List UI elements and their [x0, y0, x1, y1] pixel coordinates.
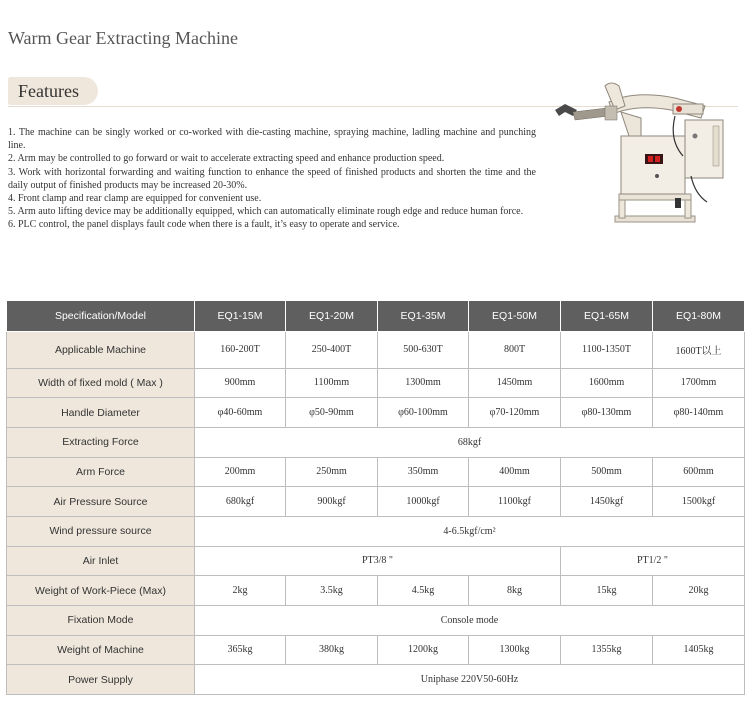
table-row — [7, 457, 745, 487]
table-cell: φ60-100mm — [378, 398, 469, 428]
table-cell: 8kg — [469, 576, 561, 606]
features-heading: Features — [8, 77, 98, 105]
machine-photo — [545, 76, 745, 251]
header-cell: EQ1-20M — [286, 301, 378, 332]
table-cell: 600mm — [653, 457, 745, 487]
row-label: Width of fixed mold ( Max ) — [7, 368, 195, 398]
table-cell: 4-6.5kgf/cm² — [195, 516, 745, 546]
row-label: Extracting Force — [7, 427, 195, 457]
table-row — [7, 487, 745, 517]
feature-item: 5. Arm auto lifting device may be additionally equipped, which can automatically eliminate rough edge and reduce human force. — [8, 206, 524, 218]
table-cell: 1100kgf — [469, 487, 561, 517]
table-cell: 68kgf — [195, 427, 745, 457]
feature-item: 6. PLC control, the panel displays fault code when there is a fault, it’s easy to operate and service. — [8, 219, 400, 231]
table-cell: 1405kg — [653, 635, 745, 665]
table-cell: 4.5kg — [378, 576, 469, 606]
table-cell: φ40-60mm — [195, 398, 286, 428]
header-row — [7, 301, 745, 332]
table-cell: 1600mm — [561, 368, 653, 398]
table-cell: φ80-130mm — [561, 398, 653, 428]
table-cell: 3.5kg — [286, 576, 378, 606]
table-cell: φ70-120mm — [469, 398, 561, 428]
table-cell: Console mode — [195, 605, 745, 635]
table-row — [7, 332, 745, 369]
row-label: Air Inlet — [7, 546, 195, 576]
row-label: Applicable Machine — [7, 332, 195, 369]
table-cell: 500mm — [561, 457, 653, 487]
table-cell: 1450kgf — [561, 487, 653, 517]
table-cell: 380kg — [286, 635, 378, 665]
table-cell: 900mm — [195, 368, 286, 398]
table-cell: 1700mm — [653, 368, 745, 398]
table-cell: 2kg — [195, 576, 286, 606]
row-label: Weight of Work-Piece (Max) — [7, 576, 195, 606]
table-cell: 1000kgf — [378, 487, 469, 517]
header-cell: EQ1-65M — [561, 301, 653, 332]
table-cell: 900kgf — [286, 487, 378, 517]
spec-table — [6, 300, 745, 695]
table-cell: 1500kgf — [653, 487, 745, 517]
row-label: Power Supply — [7, 665, 195, 695]
table-cell: 1450mm — [469, 368, 561, 398]
feature-item: 1. The machine can be singly worked or co-worked with die-casting machine, spraying machine, ladling machine and punching line. — [8, 127, 536, 152]
table-row — [7, 546, 745, 576]
table-cell: 1600T以上 — [653, 332, 745, 369]
feature-item: 4. Front clamp and rear clamp are equipped for convenient use. — [8, 193, 262, 205]
table-cell: 400mm — [469, 457, 561, 487]
row-label: Weight of Machine — [7, 635, 195, 665]
table-cell: Uniphase 220V50-60Hz — [195, 665, 745, 695]
table-cell: PT3/8 " — [195, 546, 561, 576]
feature-item: 3. Work with horizontal forwarding and waiting function to enhance the speed of finished products and shorten the time and the daily output of finished products may be increased 20-30%. — [8, 166, 536, 191]
table-cell: 500-630T — [378, 332, 469, 369]
table-cell: 160-200T — [195, 332, 286, 369]
table-cell: 1100-1350T — [561, 332, 653, 369]
table-cell: 1300mm — [378, 368, 469, 398]
page-title: Warm Gear Extracting Machine — [8, 28, 238, 48]
table-cell: φ50-90mm — [286, 398, 378, 428]
header-cell: Specification/Model — [7, 301, 195, 332]
row-label: Wind pressure source — [7, 516, 195, 546]
header-cell: EQ1-15M — [195, 301, 286, 332]
table-row — [7, 665, 745, 695]
table-cell: 250mm — [286, 457, 378, 487]
table-cell: 200mm — [195, 457, 286, 487]
row-label: Arm Force — [7, 457, 195, 487]
table-cell: 1355kg — [561, 635, 653, 665]
table-cell: φ80-140mm — [653, 398, 745, 428]
table-cell: 800T — [469, 332, 561, 369]
features-list — [8, 126, 536, 232]
row-label: Handle Diameter — [7, 398, 195, 428]
table-cell: 1300kg — [469, 635, 561, 665]
table-cell: 680kgf — [195, 487, 286, 517]
table-cell: 250-400T — [286, 332, 378, 369]
header-cell: EQ1-50M — [469, 301, 561, 332]
row-label: Air Pressure Source — [7, 487, 195, 517]
row-label: Fixation Mode — [7, 605, 195, 635]
header-cell: EQ1-80M — [653, 301, 745, 332]
table-cell: 1200kg — [378, 635, 469, 665]
table-row — [7, 398, 745, 428]
table-row — [7, 427, 745, 457]
table-row — [7, 576, 745, 606]
table-row — [7, 635, 745, 665]
table-cell: 20kg — [653, 576, 745, 606]
table-cell: PT1/2 " — [561, 546, 745, 576]
feature-item: 2. Arm may be controlled to go forward or wait to accelerate extracting speed and enhance production speed. — [8, 153, 445, 165]
table-cell: 1100mm — [286, 368, 378, 398]
header-cell: EQ1-35M — [378, 301, 469, 332]
table-cell: 350mm — [378, 457, 469, 487]
table-row — [7, 605, 745, 635]
table-cell: 365kg — [195, 635, 286, 665]
table-row — [7, 516, 745, 546]
table-row — [7, 368, 745, 398]
table-cell: 15kg — [561, 576, 653, 606]
